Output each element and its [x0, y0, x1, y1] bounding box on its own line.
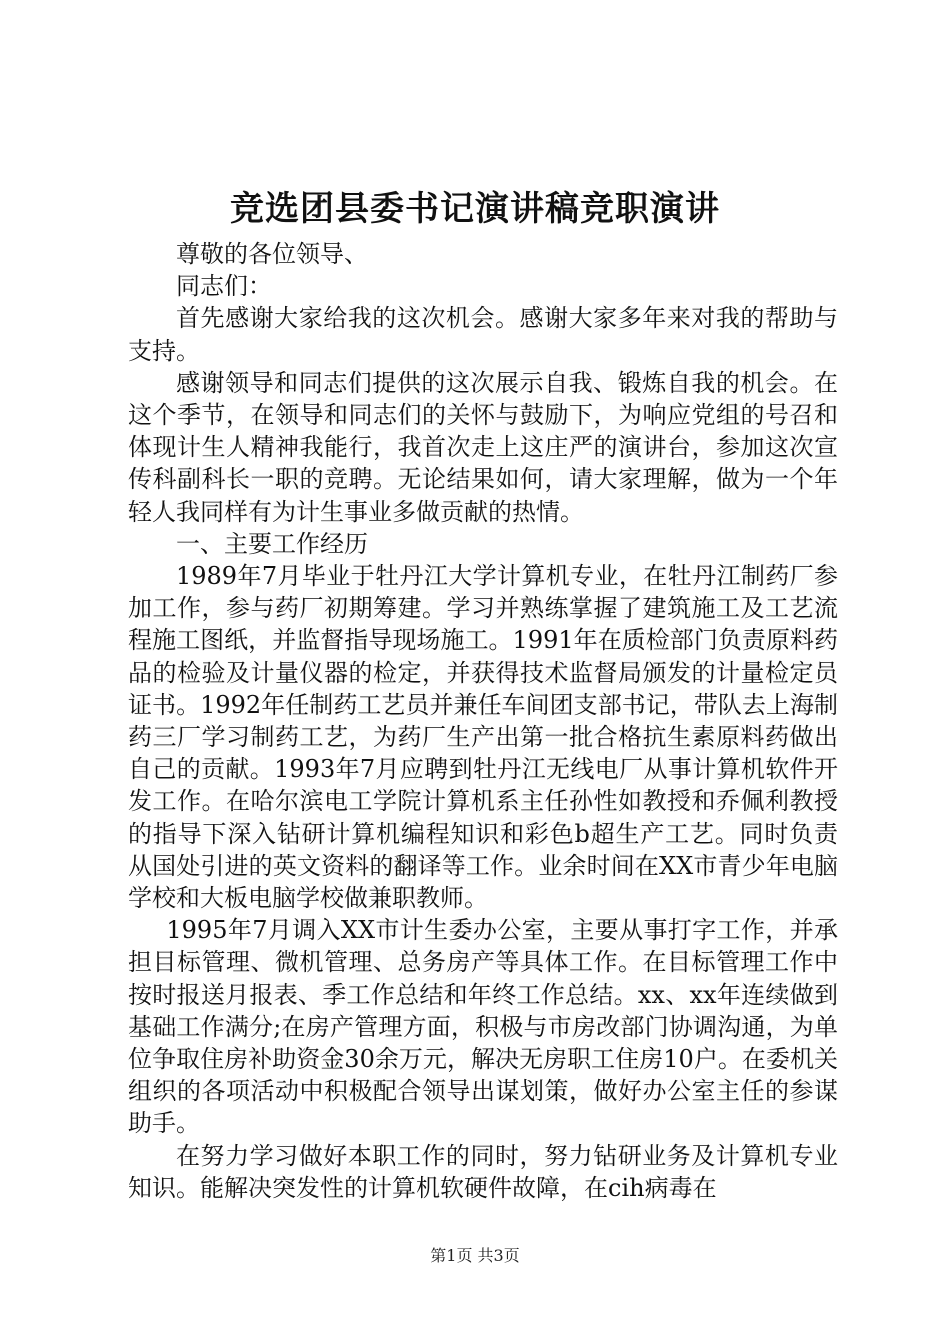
- section-heading-work-experience: 一、主要工作经历: [176, 529, 368, 558]
- paragraph-thanks: 首先感谢大家给我的这次机会。感谢大家多年来对我的帮助与支持。: [128, 304, 838, 365]
- page-footer: 第1页 共3页: [430, 1246, 520, 1265]
- salutation-line-1: 尊敬的各位领导、: [176, 240, 368, 268]
- salutation-line-2: 同志们：: [176, 272, 272, 301]
- paragraph-introduction: 感谢领导和同志们提供的这次展示自我、锻炼自我的机会。在这个季节，在领导和同志们的关怀与鼓励下，为响应党组的号召和体现计生人精神我能行，我首次走上这庄严的演讲台，参加这次宣传科副科长一职的竞聘。无论结果如何，请大家理解，做为一个年轻人我同样有为计生事业多做贡献的热情。: [128, 368, 838, 526]
- paragraph-work-history-1989: 1989年7月毕业于牡丹江大学计算机专业，在牡丹江制药厂参加工作，参与药厂初期筹建。学习并熟练掌握了建筑施工及工艺流程施工图纸，并监督指导现场施工。1991年在质检部门负责原料药品的检验及计量仪器的检定，并获得技术监督局颁发的计量检定员证书。1992年任制药工艺员并兼任车间团支部书记，带队去上海制药三厂学习制药工艺，为药厂生产出第一批合格抗生素原料药做出自己的贡献。1993年7月应聘到牡丹江无线电厂从事计算机软件开发工作。在哈尔滨电工学院计算机系主任孙性如教授和乔佩利教授的指导下深入钻研计算机编程知识和彩色b超生产工艺。同时负责从国处引进的英文资料的翻译等工作。业余时间在XX市青少年电脑学校和大板电脑学校做兼职教师。: [128, 562, 838, 913]
- paragraph-study: 在努力学习做好本职工作的同时，努力钻研业务及计算机专业知识。能解决突发性的计算机软硬件故障，在cih病毒在: [128, 1141, 838, 1202]
- document-body: [128, 238, 838, 1204]
- paragraph-work-history-1995: 1995年7月调入XX市计生委办公室，主要从事打字工作，并承担目标管理、微机管理、总务房产等具体工作。在目标管理工作中按时报送月报表、季工作总结和年终工作总结。xx、xx年连续做到基础工作满分;在房产管理方面，积极与市房改部门协调沟通，为单位争取住房补助资金30余万元，解决无房职工住房10户。在委机关组织的各项活动中积极配合领导出谋划策，做好办公室主任的参谋助手。: [128, 916, 838, 1138]
- document-title: 竞选团县委书记演讲稿竞职演讲: [230, 189, 720, 229]
